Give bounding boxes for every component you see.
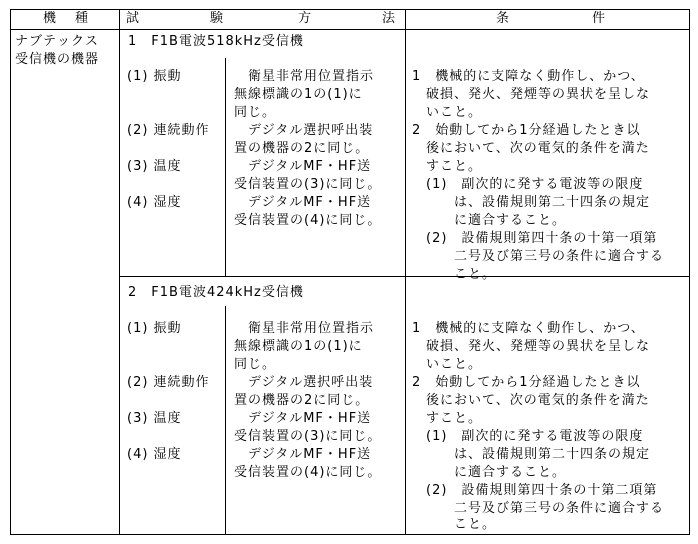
- condition-line: 破損、発火、発煙等の異状を呈しな: [412, 87, 651, 102]
- condition-line: 2 始動してから1分経過したとき以: [412, 123, 641, 138]
- method-line: デジタルMF・HF送: [234, 159, 372, 174]
- test-item: (4) 湿度: [127, 447, 182, 462]
- section-title: 2 F1B電波424kHz受信機: [128, 285, 304, 300]
- method-line: 置の機器の2に同じ。: [234, 393, 370, 408]
- method-line: デジタルMF・HF送: [234, 411, 372, 426]
- method-line: 受信装置の(3)に同じ。: [234, 177, 382, 192]
- condition-line: いこと。: [412, 357, 483, 372]
- method-line: 同じ。: [234, 105, 277, 120]
- condition-line: 二号及び第三号の条件に適合する: [426, 501, 665, 516]
- condition-line: こと。: [426, 267, 497, 282]
- section-title: 1 F1B電波518kHz受信機: [128, 34, 304, 49]
- condition-line: に適合すること。: [426, 213, 567, 228]
- table-header-divider: [10, 29, 690, 30]
- condition-line: 後において、次の電気的条件を満た: [412, 141, 650, 156]
- method-line: 同じ。: [234, 357, 277, 372]
- method-line: 無線標識の1の(1)に: [234, 87, 363, 102]
- condition-line: 2 始動してから1分経過したとき以: [412, 375, 641, 390]
- table-border-bottom: [10, 534, 690, 535]
- test-item: (3) 温度: [127, 159, 182, 174]
- condition-line: (2) 設備規則第四十条の十第二項第: [426, 483, 658, 498]
- header-conditions-2: 件: [592, 11, 606, 26]
- condition-line: (1) 副次的に発する電波等の限度: [426, 177, 644, 192]
- test-item: (2) 連続動作: [127, 375, 210, 390]
- method-line: デジタル選択呼出装: [234, 123, 374, 138]
- column-divider-2: [405, 9, 406, 535]
- method-line: 受信装置の(3)に同じ。: [234, 429, 382, 444]
- header-equipment-2: 種: [75, 11, 89, 26]
- condition-line: に適合すること。: [426, 465, 567, 480]
- method-line: 衛星非常用位置指示: [234, 69, 375, 84]
- header-equipment-1: 機: [43, 11, 57, 26]
- condition-line: いこと。: [412, 105, 483, 120]
- table-border-left: [10, 9, 11, 535]
- condition-line: (2) 設備規則第四十条の十第一項第: [426, 231, 658, 246]
- equipment-name-line: ナブテックス: [15, 34, 99, 49]
- condition-line: すこと。: [412, 159, 483, 174]
- equipment-name-line: 受信機の機器: [15, 52, 100, 67]
- condition-line: すこと。: [412, 411, 483, 426]
- condition-line: 二号及び第三号の条件に適合する: [426, 249, 665, 264]
- test-item: (2) 連続動作: [127, 123, 210, 138]
- table-border-top: [10, 9, 690, 10]
- method-line: デジタルMF・HF送: [234, 195, 372, 210]
- header-method-1: 試: [126, 11, 140, 26]
- method-subdivider-1: [225, 58, 226, 276]
- table-border-right: [689, 9, 690, 535]
- condition-line: こと。: [426, 517, 497, 532]
- method-line: デジタル選択呼出装: [234, 375, 374, 390]
- header-method-2: 験: [210, 11, 224, 26]
- test-item: (1) 振動: [127, 321, 182, 336]
- condition-line: (1) 副次的に発する電波等の限度: [426, 429, 644, 444]
- test-item: (1) 振動: [127, 69, 182, 84]
- condition-line: は、設備規則第二十四条の規定: [426, 195, 651, 210]
- condition-line: は、設備規則第二十四条の規定: [426, 447, 651, 462]
- method-line: 置の機器の2に同じ。: [234, 141, 370, 156]
- section-divider: [119, 276, 690, 277]
- method-line: 無線標識の1の(1)に: [234, 339, 363, 354]
- condition-line: 1 機械的に支障なく動作し、かつ、: [412, 321, 645, 336]
- method-line: 衛星非常用位置指示: [234, 321, 375, 336]
- header-conditions-1: 条: [496, 11, 510, 26]
- method-line: 受信装置の(4)に同じ。: [234, 465, 382, 480]
- test-item: (3) 温度: [127, 411, 182, 426]
- condition-line: 破損、発火、発煙等の異状を呈しな: [412, 339, 651, 354]
- test-item: (4) 湿度: [127, 195, 182, 210]
- condition-line: 1 機械的に支障なく動作し、かつ、: [412, 69, 645, 84]
- column-divider-1: [119, 9, 120, 535]
- header-method-4: 法: [382, 11, 396, 26]
- method-line: デジタルMF・HF送: [234, 447, 372, 462]
- method-subdivider-2: [225, 306, 226, 534]
- condition-line: 後において、次の電気的条件を満た: [412, 393, 650, 408]
- method-line: 受信装置の(4)に同じ。: [234, 213, 382, 228]
- header-method-3: 方: [298, 11, 312, 26]
